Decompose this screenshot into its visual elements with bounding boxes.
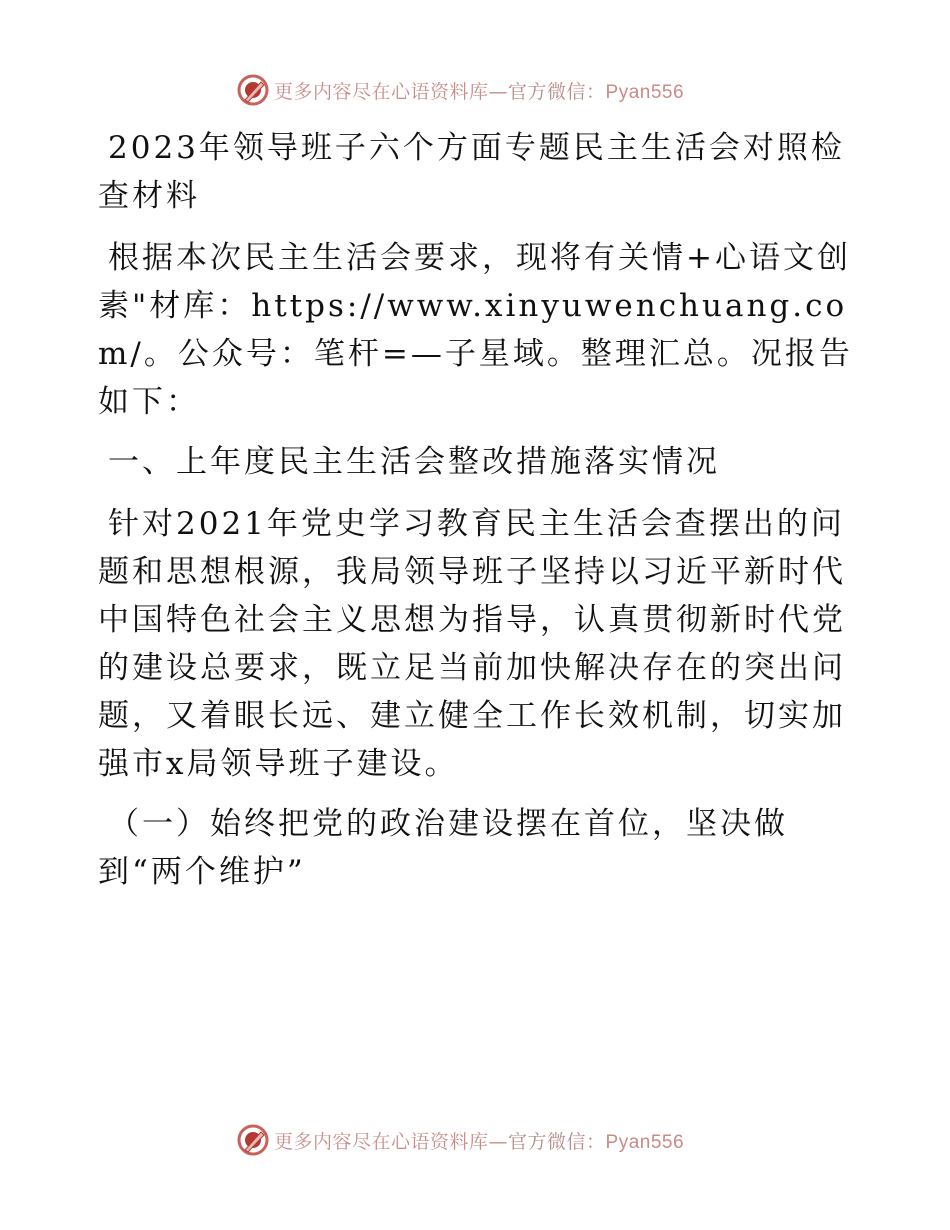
watermark-main: 更多内容尽在心语资料库: [274, 1130, 489, 1153]
document-body: [98, 124, 858, 908]
intro-paragraph: 根据本次民主生活会要求，现将有关情+心语文创素"材库：https://www.xinyuwenchuang.com/。公众号：笔杆=—子星域。整理汇总。况报告如下：: [98, 240, 853, 420]
watermark-wechat-id: Pyan556: [605, 1131, 685, 1153]
watermark-wechat-id: Pyan556: [605, 81, 685, 103]
watermark-wechat-label: 官方微信：: [508, 1130, 606, 1153]
watermark-separator: —: [488, 80, 509, 103]
watermark-text: [274, 1127, 684, 1154]
header-watermark: [236, 72, 684, 108]
document-title: 2023年领导班子六个方面专题民主生活会对照检查材料: [98, 130, 845, 214]
section-heading-1: 一、上年度民主生活会整改措施落实情况: [108, 444, 720, 480]
subsection-heading-1: （一）始终把党的政治建设摆在首位，坚决做到“两个维护”: [98, 806, 788, 890]
quill-seal-icon: [236, 73, 270, 107]
quill-seal-icon: [236, 1123, 270, 1157]
watermark-text: [274, 77, 684, 104]
section-1-body: 针对2021年党史学习教育民主生活会查摆出的问题和思想根源，我局领导班子坚持以习近平新时代中国特色社会主义思想为指导，认真贯彻新时代党的建设总要求，既立足当前加快解决存在的突出问题，又着眼长远、建立健全工作长效机制，切实加强市x局领导班子建设。: [98, 506, 846, 782]
watermark-main: 更多内容尽在心语资料库: [274, 80, 489, 103]
footer-watermark: [236, 1122, 684, 1158]
watermark-separator: —: [488, 1130, 509, 1153]
watermark-wechat-label: 官方微信：: [508, 80, 606, 103]
